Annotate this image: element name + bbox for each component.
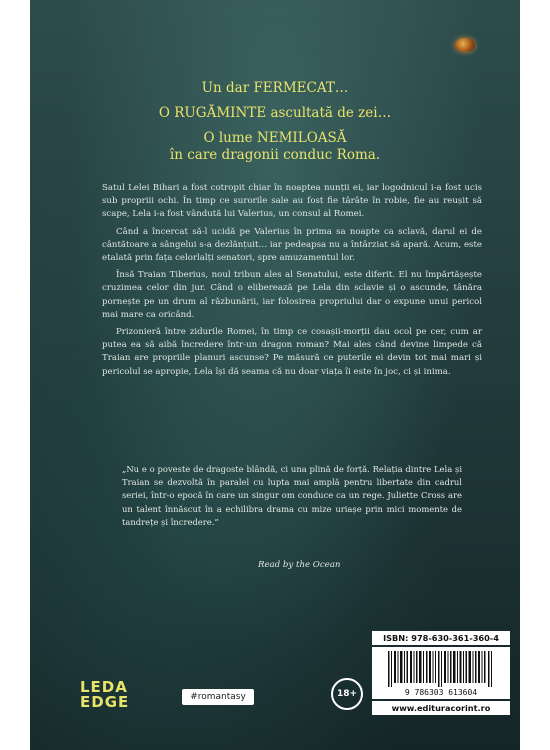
blurb-paragraph-1: Satul Lelei Bihari a fost cotropit chiar în noaptea nunții ei, iar logodnicul i-a fost ucis sub propriii ochi. În timp ce surorile sale au fost fie târâte în robie, fie au reușit să scape, Lela i-a fost vândută lui Valerius, un consul al Romei. xyxy=(102,183,482,220)
amber-gem-icon xyxy=(455,38,475,52)
barcode-bars-icon xyxy=(388,651,494,687)
blurb-paragraph-4: Prizonieră între zidurile Romei, în timp ce cosașii-morții dau ocol pe cer, cum ar putea ea să aibă încredere într-un dragon roman? Mai ales când devine limpede că Traian are propriile planuri ascunse? Pe măsură ce puterile ei devin tot mai mari și pericolul se apropie, Lela își dă seama că nu doar viața îi este în joc, ci și inima. xyxy=(102,327,482,377)
barcode xyxy=(372,647,510,699)
isbn-label: ISBN: 978-630-361-360-4 xyxy=(372,631,510,645)
publisher-logo xyxy=(80,680,129,710)
publisher-logo-line-1: LEDA xyxy=(80,678,128,696)
hook-line-1: Un dar FERMECAT… xyxy=(201,80,349,96)
age-rating-badge: 18+ xyxy=(331,678,363,710)
publisher-website: www.edituracorint.ro xyxy=(372,701,510,715)
back-cover xyxy=(30,0,520,750)
review-attribution: Read by the Ocean xyxy=(258,560,341,570)
genre-hashtag: #romantasy xyxy=(182,689,254,705)
blurb xyxy=(102,182,482,379)
hook-line-4: în care dragonii conduc Roma. xyxy=(169,147,381,163)
barcode-number: 9 786303 613604 xyxy=(404,688,478,697)
blurb-paragraph-2: Când a încercat să-l ucidă pe Valerius în prima sa noapte ca sclavă, darul ei de cântătoare a sângelui s-a dezlănțuit… iar pedeapsa nu a întârziat să apară. Acum, este etalată prin fața celorlalți senatori, spre amuzamentul lor. xyxy=(102,226,482,264)
review-quote: „Nu e o poveste de dragoste blândă, ci una plină de forță. Relația dintre Lela și Traian se dezvoltă în paralel cu lupta mai amplă pentru libertate din cadrul seriei, într-o epocă în care un singur om conduce ca un rege. Juliette Cross are un talent înnăscut în a echilibra drama cu mize uriașe prin mici momente de tandrețe și încredere.” xyxy=(122,464,462,527)
hook-line-3: O lume NEMILOASĂ xyxy=(203,130,347,146)
hook-line-2: O RUGĂMINTE ascultată de zei… xyxy=(158,105,392,121)
blurb-paragraph-3: Însă Traian Tiberius, noul tribun ales al Senatului, este diferit. El nu împărtășește cruzimea celor din jur. Când o eliberează pe Lela din sclavie și o ascunde, tânăra pornește pe un drum al răzbunării, iar folosirea propriului dar o expune unui pericol mai mare ca oricând. xyxy=(102,270,482,320)
publisher-logo-line-2: EDGE xyxy=(80,693,130,711)
